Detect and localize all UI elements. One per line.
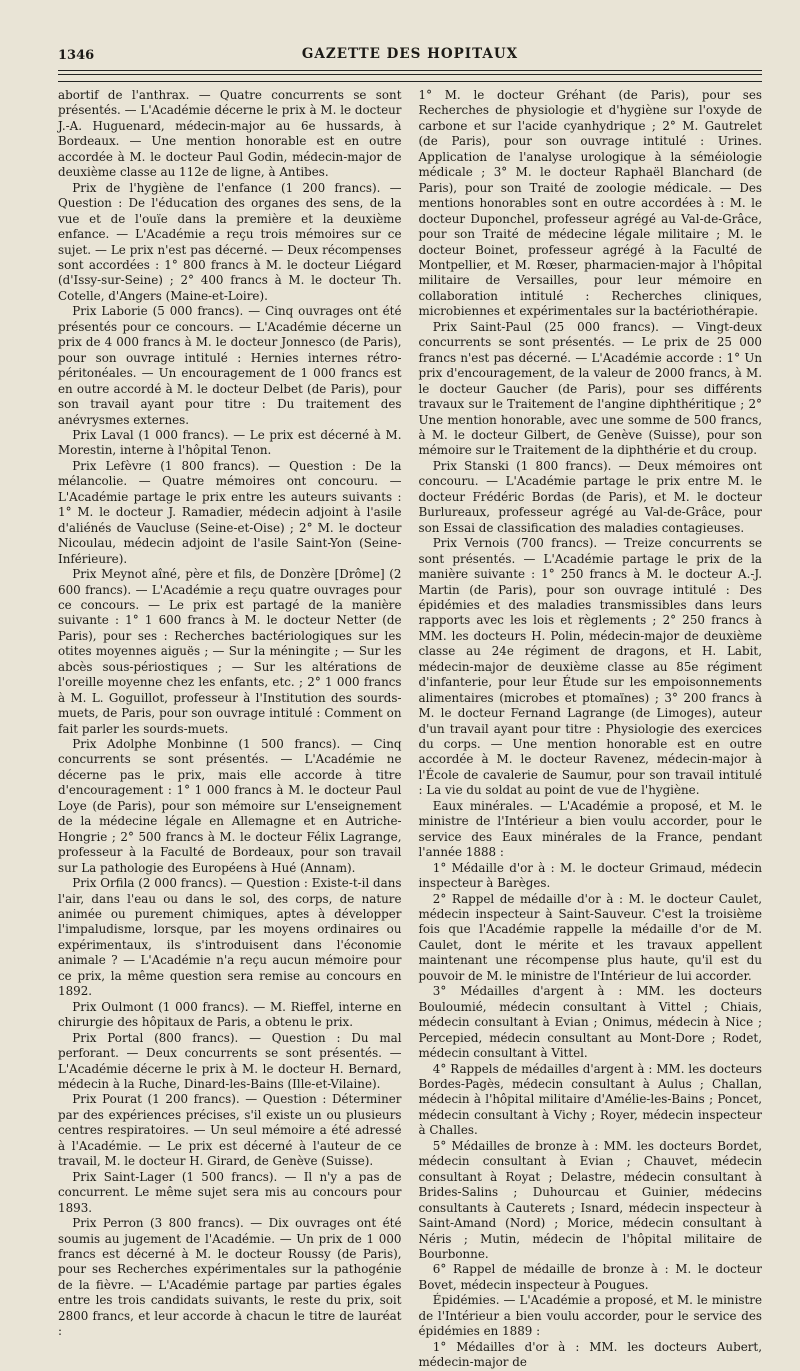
- paragraph: 6° Rappel de médaille de bronze à : M. le docteur Bovet, médecin inspecteur à Pougues.: [418, 1262, 762, 1292]
- paragraph: Prix Lefèvre (1 800 francs). — Question : De la mélancolie. — Quatre mémoires ont concouru. — L'Académie partage le prix entre les auteurs suivants : 1° M. le docteur J. Ramadier, médecin adjoint à l'asile d'aliénés de Vaucluse (Seine-et-Oise) ; 2° M. le docteur Nicoulau, médecin adjoint de l'asile Saint-Yon (Seine-Inférieure).: [58, 458, 402, 566]
- paragraph: 3° Médailles d'argent à : MM. les docteurs Bouloumié, médecin consultant à Vittel ; Chiais, médecin consultant à Evian ; Onimus, médecin à Nice ; Percepied, médecin consultant au Mont-Dore ; Rodet, médecin consultant à Vittel.: [418, 984, 762, 1061]
- paragraph: Épidémies. — L'Académie a proposé, et M. le ministre de l'Intérieur a bien voulu accorder, pour le service des épidémies en 1889 :: [418, 1293, 762, 1339]
- paragraph: Prix Adolphe Monbinne (1 500 francs). — Cinq concurrents se sont présentés. — L'Académie ne décerne pas le prix, mais elle accorde à titre d'encouragement : 1° 1 000 francs à M. le docteur Paul Loye (de Paris), pour son mémoire sur L'enseignement de la médecine légale en Allemagne et en Autriche-Hongrie ; 2° 500 francs à M. le docteur Félix Lagrange, professeur à la Faculté de Bordeaux, pour son travail sur La pathologie des Européens à Hué (Annam).: [58, 737, 402, 875]
- paragraph: Prix Perron (3 800 francs). — Dix ouvrages ont été soumis au jugement de l'Académie. — Un prix de 1 000 francs est décerné à M. le docteur Roussy (de Paris), pour ses Recherches expérimentales sur la pathogénie de la fièvre. — L'Académie partage par parties égales entre les trois candidats suivants, le reste du prix, soit 2800 francs, et leur accorde à chacun le titre de lauréat :: [58, 1216, 402, 1339]
- paragraph: 1° Médailles d'or à : MM. les docteurs Aubert, médecin-major de: [418, 1339, 762, 1370]
- header-rule: [58, 74, 762, 75]
- paragraph: 1° Médaille d'or à : M. le docteur Grimaud, médecin inspecteur à Barèges.: [418, 860, 762, 891]
- paragraph: 2° Rappel de médaille d'or à : M. le docteur Caulet, médecin inspecteur à Saint-Sauveur. C'est la troisième fois que l'Académie rappelle la médaille d'or de M. Caulet, dont le mérite et les travaux appellent maintenant une récompense plus haute, qu'il est du pouvoir de M. le ministre de l'Intérieur de lui accorder.: [418, 891, 762, 983]
- paragraph: Prix Saint-Paul (25 000 francs). — Vingt-deux concurrents se sont présentés. — Le prix de 25 000 francs n'est pas décerné. — L'Académie accorde : 1° Un prix d'encouragement, de la valeur de 2000 francs, à M. le docteur Gaucher (de Paris), pour ses différents travaux sur le Traitement de l'angine diphthéritique ; 2° Une mention honorable, avec une somme de 500 francs, à M. le docteur Gilbert, de Genève (Suisse), pour son mémoire sur le Traitement de la diphthérie et du croup.: [418, 319, 762, 458]
- paragraph: Prix Vernois (700 francs). — Treize concurrents se sont présentés. — L'Académie partage le prix de la manière suivante : 1° 250 francs à M. le docteur A.-J. Martin (de Paris), pour son ouvrage intitulé : Des épidémies et des maladies transmissibles dans leurs rapports avec les lois et règlements ; 2° 250 francs à MM. les docteurs H. Polin, médecin-major de deuxième classe au 24e régiment de dragons, et H. Labit, médecin-major de deuxième classe au 85e régiment d'infanterie, pour leur Étude sur les empoisonnements alimentaires (microbes et ptomaïnes) ; 3° 200 francs à M. le docteur Fernand Lagrange (de Limoges), auteur d'un travail ayant pour titre : Physiologie des exercices du corps. — Une mention honorable est en outre accordée à M. le docteur Ravenez, médecin-major à l'École de cavalerie de Saumur, pour son travail intitulé : La vie du soldat au point de vue de l'hygiène.: [418, 536, 762, 798]
- right-column: [418, 88, 763, 1370]
- paragraph: Prix Portal (800 francs). — Question : Du mal perforant. — Deux concurrents se sont présentés. — L'Académie décerne le prix à M. le docteur H. Bernard, médecin à la Ruche, Dinard-les-Bains (Ille-et-Vilaine).: [58, 1030, 402, 1091]
- header-rule: [58, 70, 762, 71]
- header-rule: [58, 81, 762, 82]
- paragraph: abortif de l'anthrax. — Quatre concurrents se sont présentés. — L'Académie décerne le prix à M. le docteur J.-A. Huguenard, médecin-major au 6e hussards, à Bordeaux. — Une mention honorable est en outre accordée à M. le docteur Paul Godin, médecin-major de deuxième classe au 112e de ligne, à Antibes.: [58, 88, 402, 180]
- paragraph: 1° M. le docteur Gréhant (de Paris), pour ses Recherches de physiologie et d'hygiène sur l'oxyde de carbone et sur l'acide cyanhydrique ; 2° M. Gautrelet (de Paris), pour son ouvrage intitulé : Urines. Application de l'analyse urologique à la séméiologie médicale ; 3° M. le docteur Raphaël Blanchard (de Paris), pour son Traité de zoologie médicale. — Des mentions honorables sont en outre accordées à : M. le docteur Duponchel, professeur agrégé au Val-de-Grâce, pour son Traité de médecine légale militaire ; M. le docteur Boinet, professeur agrégé à la Faculté de Montpellier, et M. Rœser, pharmacien-major à l'hôpital militaire de Versailles, pour leur mémoire en collaboration intitulé : Recherches cliniques, microbiennes et expérimentales sur la bactériothérapie.: [418, 88, 762, 319]
- text-columns: [58, 88, 762, 1370]
- paragraph: Prix Stanski (1 800 francs). — Deux mémoires ont concouru. — L'Académie partage le prix entre M. le docteur Frédéric Bordas (de Paris), et M. le docteur Burlureaux, professeur agrégé au Val-de-Grâce, pour son Essai de classification des maladies contagieuses.: [418, 458, 762, 535]
- paragraph: Prix Laborie (5 000 francs). — Cinq ouvrages ont été présentés pour ce concours. — L'Académie décerne un prix de 4 000 francs à M. le docteur Jonnesco (de Paris), pour son ouvrage intitulé : Hernies internes rétro-péritonéales. — Un encouragement de 1 000 francs est en outre accordé à M. le docteur Delbet (de Paris), pour son travail ayant pour titre : Du traitement des anévrysmes externes.: [58, 304, 402, 427]
- paragraph: 5° Médailles de bronze à : MM. les docteurs Bordet, médecin consultant à Evian ; Chauvet, médecin consultant à Royat ; Delastre, médecin consultant à Brides-Salins ; Duhourcau et Guinier, médecins consultants à Cauterets ; Isnard, médecin inspecteur à Saint-Amand (Nord) ; Morice, médecin consultant à Néris ; Mutin, médecin de l'hôpital militaire de Bourbonne.: [418, 1138, 762, 1261]
- paragraph: Prix de l'hygiène de l'enfance (1 200 francs). — Question : De l'éducation des organes des sens, de la vue et de l'ouïe dans la première et la deuxième enfance. — L'Académie a reçu trois mémoires sur ce sujet. — Le prix n'est pas décerné. — Deux récompenses sont accordées : 1° 800 francs à M. le docteur Liégard (d'Issy-sur-Seine) ; 2° 400 francs à M. le docteur Th. Cotelle, d'Angers (Maine-et-Loire).: [58, 180, 402, 303]
- paragraph: Prix Laval (1 000 francs). — Le prix est décerné à M. Morestin, interne à l'hôpital Tenon.: [58, 427, 402, 458]
- page-header: [58, 0, 762, 63]
- paragraph: Prix Saint-Lager (1 500 francs). — Il n'y a pas de concurrent. Le même sujet sera mis au concours pour 1893.: [58, 1169, 402, 1215]
- paragraph: Prix Orfila (2 000 francs). — Question : Existe-t-il dans l'air, dans l'eau ou dans le sol, des corps, de nature animée ou purement chimiques, aptes à développer l'impaludisme, lorsque, par les moyens ordinaires ou expérimentaux, ils s'introduisent dans l'économie animale ? — L'Académie n'a reçu aucun mémoire pour ce prix, la même question sera remise au concours en 1892.: [58, 876, 402, 999]
- paragraph: 4° Rappels de médailles d'argent à : MM. les docteurs Bordes-Pagès, médecin consultant à Aulus ; Challan, médecin à l'hôpital militaire d'Amélie-les-Bains ; Poncet, médecin consultant à Vichy ; Royer, médecin inspecteur à Challes.: [418, 1061, 762, 1138]
- page-number: 1346: [58, 48, 95, 63]
- paragraph: Eaux minérales. — L'Académie a proposé, et M. le ministre de l'Intérieur a bien voulu accorder, pour le service des Eaux minérales de la France, pendant l'année 1888 :: [418, 798, 762, 860]
- paragraph: Prix Oulmont (1 000 francs). — M. Rieffel, interne en chirurgie des hôpitaux de Paris, a obtenu le prix.: [58, 999, 402, 1030]
- paragraph: Prix Pourat (1 200 francs). — Question : Déterminer par des expériences précises, s'il existe un ou plusieurs centres respiratoires. — Un seul mémoire a été adressé à l'Académie. — Le prix est décerné à l'auteur de ce travail, M. le docteur H. Girard, de Genève (Suisse).: [58, 1092, 402, 1169]
- paragraph: Prix Meynot aîné, père et fils, de Donzère [Drôme] (2 600 francs). — L'Académie a reçu quatre ouvrages pour ce concours. — Le prix est partagé de la manière suivante : 1° 1 600 francs à M. le docteur Netter (de Paris), pour ses : Recherches bactériologiques sur les otites moyennes aiguës ; — Sur la méningite ; — Sur les abcès sous-périostiques ; — Sur les altérations de l'oreille moyenne chez les enfants, etc. ; 2° 1 000 francs à M. L. Goguillot, professeur à l'Institution des sourds-muets, de Paris, pour son ouvrage intitulé : Comment on fait parler les sourds-muets.: [58, 567, 402, 736]
- running-title: GAZETTE DES HOPITAUX: [301, 46, 519, 62]
- left-column: [58, 88, 402, 1351]
